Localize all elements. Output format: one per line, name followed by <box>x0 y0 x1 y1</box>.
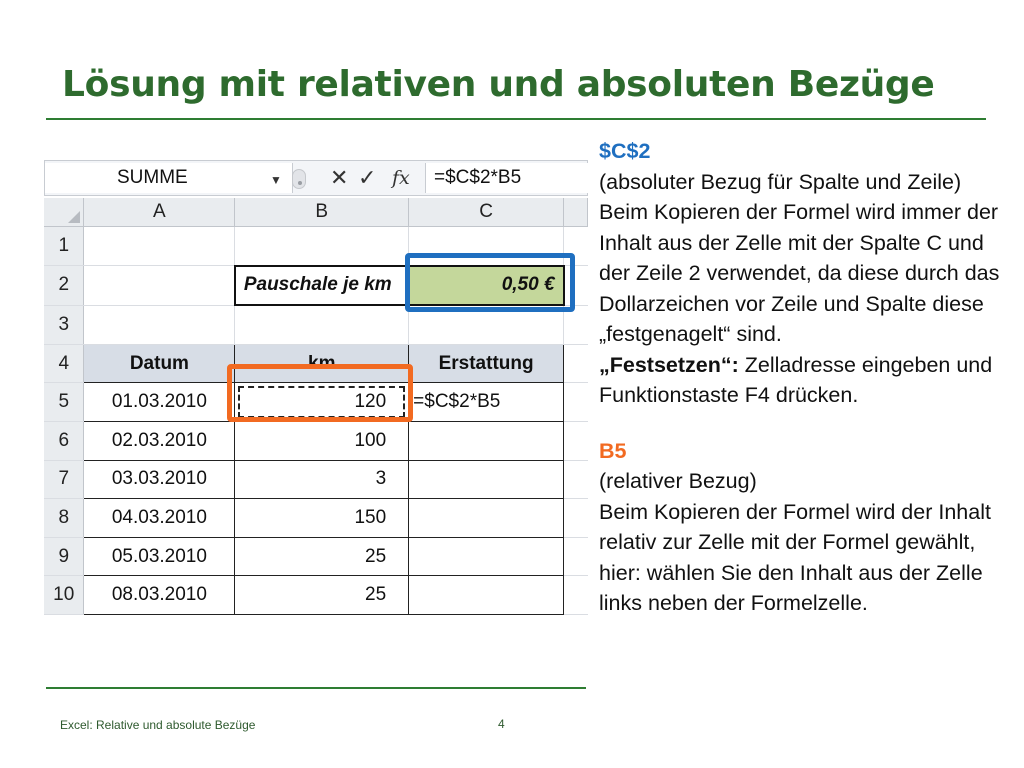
column-header-c[interactable]: C <box>409 198 564 227</box>
cell-datum[interactable]: 04.03.2010 <box>84 499 235 538</box>
cell-b1[interactable] <box>235 227 409 266</box>
column-header-d[interactable] <box>564 198 588 227</box>
relative-heading: B5 <box>599 438 627 463</box>
select-all-corner[interactable] <box>44 198 84 227</box>
relative-subheading: (relativer Bezug) <box>599 469 757 493</box>
cell-b3[interactable] <box>235 305 409 344</box>
cell-km[interactable]: 25 <box>235 537 409 576</box>
absolute-subheading: (absoluter Bezug für Spalte und Zeile) <box>599 169 962 194</box>
resize-grip-icon[interactable] <box>292 169 306 189</box>
cell-erstattung[interactable] <box>409 499 564 538</box>
cell-km[interactable]: 3 <box>235 460 409 499</box>
cell-datum[interactable]: 01.03.2010 <box>84 383 235 422</box>
name-box[interactable] <box>45 163 293 193</box>
cell-d9[interactable] <box>564 537 588 576</box>
cell-a2[interactable] <box>84 266 235 306</box>
cell-km[interactable]: 100 <box>235 421 409 460</box>
cell-c2-pauschale-value[interactable]: 0,50 € <box>409 266 564 306</box>
cell-datum[interactable]: 02.03.2010 <box>84 421 235 460</box>
cell-d6[interactable] <box>564 421 588 460</box>
enter-icon[interactable]: ✓ <box>358 165 377 190</box>
header-km[interactable]: km <box>235 344 409 383</box>
excel-screenshot <box>44 160 588 606</box>
row-header-3[interactable]: 3 <box>44 305 84 344</box>
row-header-4[interactable]: 4 <box>44 344 84 383</box>
cell-erstattung[interactable] <box>409 576 564 615</box>
slide-title: Lösung mit relativen und absoluten Bezüge <box>62 64 935 105</box>
insert-function-icon[interactable]: fx <box>392 167 410 189</box>
row-header-9[interactable]: 9 <box>44 537 84 576</box>
cell-erstattung[interactable] <box>409 460 564 499</box>
row-header-1[interactable]: 1 <box>44 227 84 266</box>
fix-label: „Festsetzen“: <box>599 352 739 377</box>
column-header-b[interactable]: B <box>235 198 409 227</box>
cell-a3[interactable] <box>84 305 235 344</box>
title-divider <box>46 118 986 120</box>
page-number: 4 <box>498 717 505 731</box>
cell-d10[interactable] <box>564 576 588 615</box>
relative-text: Beim Kopieren der Formel wird der Inhalt relativ zur Zelle mit der Formel gewählt, hier: wählen Sie den Inhalt aus der Zelle links neben der Formelzelle. <box>599 499 991 615</box>
cell-datum[interactable]: 03.03.2010 <box>84 460 235 499</box>
row-header-7[interactable]: 7 <box>44 460 84 499</box>
absolute-reference-highlight <box>405 253 575 312</box>
footer-divider <box>46 687 586 689</box>
header-datum[interactable]: Datum <box>84 344 235 383</box>
cell-d5[interactable] <box>564 383 588 422</box>
cell-datum[interactable]: 08.03.2010 <box>84 576 235 615</box>
explanation-panel <box>599 136 1009 619</box>
name-box-value: SUMME <box>117 167 188 188</box>
formula-input[interactable] <box>425 163 589 193</box>
cell-erstattung-formula[interactable]: =$C$2*B5 <box>409 383 564 422</box>
cell-b2-pauschale-label[interactable]: Pauschale je km <box>235 266 409 306</box>
cell-erstattung[interactable] <box>409 421 564 460</box>
formula-text: =$C$2*B5 <box>434 167 522 188</box>
footer-text: Excel: Relative und absolute Bezüge <box>60 718 256 732</box>
fix-text: Zelladresse eingeben und Funktionstaste F4 drücken. <box>599 352 993 407</box>
cell-km[interactable]: 150 <box>235 499 409 538</box>
column-header-a[interactable]: A <box>84 198 235 227</box>
row-header-10[interactable]: 10 <box>44 576 84 615</box>
formula-bar <box>44 160 588 196</box>
cell-km-value: 120 <box>354 391 387 413</box>
cell-d4[interactable] <box>564 344 588 383</box>
fix-instruction <box>599 350 1009 411</box>
row-header-6[interactable]: 6 <box>44 421 84 460</box>
absolute-text: Beim Kopieren der Formel wird immer der Inhalt aus der Zelle mit der Spalte C und der Zeile 2 verwendet, da diese durch das Dollarzeichen vor Zeile und Spalte diese „festgenagelt“ sind. <box>599 200 1000 346</box>
row-header-5[interactable]: 5 <box>44 383 84 422</box>
cell-d8[interactable] <box>564 499 588 538</box>
cell-erstattung[interactable] <box>409 537 564 576</box>
row-header-2[interactable]: 2 <box>44 266 84 306</box>
name-box-dropdown-icon[interactable]: ▼ <box>270 173 282 187</box>
row-header-8[interactable]: 8 <box>44 499 84 538</box>
cell-km[interactable]: 25 <box>235 576 409 615</box>
formula-buttons <box>292 163 424 193</box>
header-erstattung[interactable]: Erstattung <box>409 344 564 383</box>
cell-d7[interactable] <box>564 460 588 499</box>
absolute-heading: $C$2 <box>599 139 651 163</box>
cell-a1[interactable] <box>84 227 235 266</box>
cancel-icon[interactable]: ✕ <box>330 165 349 190</box>
cell-datum[interactable]: 05.03.2010 <box>84 537 235 576</box>
